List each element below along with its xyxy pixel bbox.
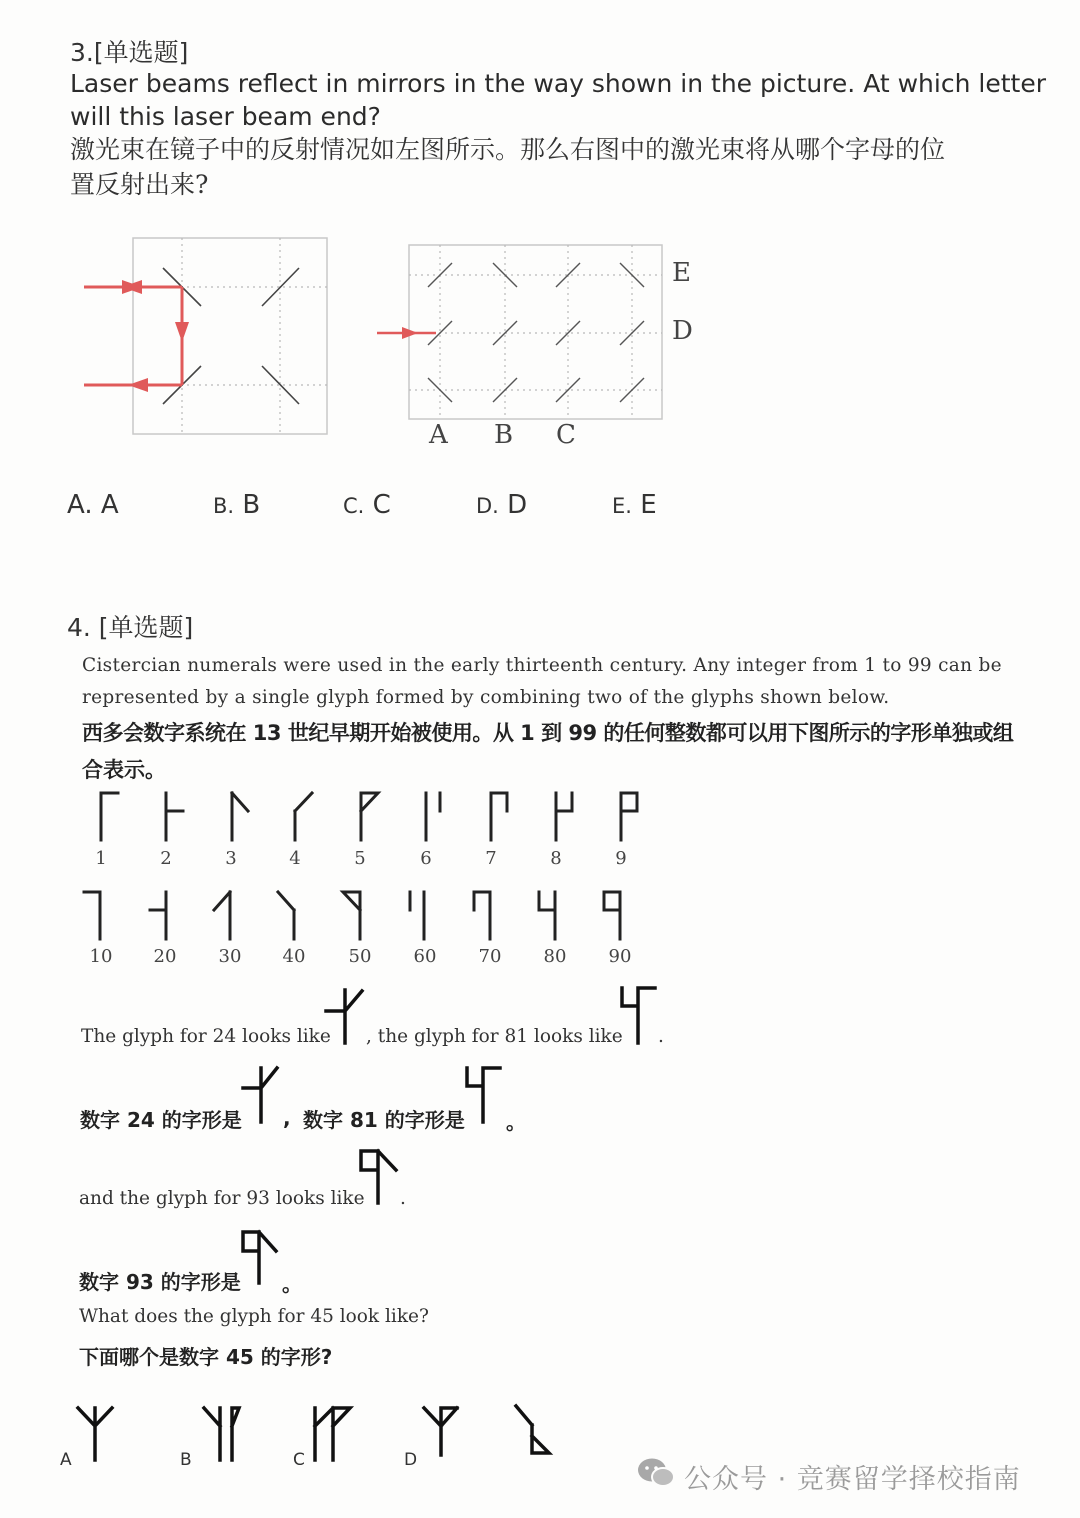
example-24-en-text: The glyph for 24 looks like <box>81 1026 331 1047</box>
example-81-en-text: , the glyph for 81 looks like <box>366 1026 623 1047</box>
option-text: B <box>242 490 261 520</box>
glyph-label-80: 80 <box>543 946 567 967</box>
q3-question-cn-line2: 置反射出来? <box>70 170 209 199</box>
glyph-label-20: 20 <box>153 946 177 967</box>
glyph-label-50: 50 <box>348 946 372 967</box>
glyph-label-40: 40 <box>282 946 306 967</box>
option-letter: B. <box>213 494 235 518</box>
q4-intro-en-line1: Cistercian numerals were used in the early thirteenth century. Any integer from 1 to 99 can be <box>82 655 1002 676</box>
q3-question-cn-line1: 激光束在镜子中的反射情况如左图所示。那么右图中的激光束将从哪个字母的位 <box>70 135 946 164</box>
option-letter: D. <box>476 494 499 518</box>
answer-label-a[interactable]: A <box>60 1450 72 1470</box>
example-81-cn-text: 数字 81 的字形是 <box>303 1108 465 1132</box>
q3-label-c: C <box>556 420 576 450</box>
glyph-label-7: 7 <box>485 848 497 869</box>
glyph-label-8: 8 <box>550 848 562 869</box>
q4-intro-cn-line1: 西多会数字系统在 13 世纪早期开始被使用。从 1 到 99 的任何整数都可以用下图所示的字形单独或组 <box>82 721 1014 745</box>
example-93-en-period: . <box>400 1188 406 1209</box>
glyph-label-60: 60 <box>413 946 437 967</box>
q3-label-a: A <box>429 420 448 450</box>
watermark-text: 公众号 · 竞赛留学择校指南 <box>684 1464 1021 1495</box>
option-text: C <box>372 490 391 520</box>
example-en-period: . <box>658 1026 664 1047</box>
q3-label-b: B <box>494 420 514 450</box>
q3-question-en-line1: Laser beams reflect in mirrors in the way shown in the picture. At which letter <box>70 69 1046 98</box>
q4-intro-en-line2: represented by a single glyph formed by combining two of the glyphs shown below. <box>82 687 890 708</box>
option-letter: E. <box>612 494 632 518</box>
glyph-label-9: 9 <box>615 848 627 869</box>
q4-question-en: What does the glyph for 45 look like? <box>79 1306 429 1327</box>
glyph-label-30: 30 <box>218 946 242 967</box>
glyph-label-10: 10 <box>89 946 113 967</box>
option-text: A <box>100 490 119 520</box>
option-text: D <box>507 490 528 520</box>
q3-question-en-line2: will this laser beam end? <box>70 102 381 131</box>
glyph-label-3: 3 <box>225 848 237 869</box>
example-cn-comma: , <box>283 1106 291 1130</box>
q4-intro-cn-line2: 合表示。 <box>82 758 166 782</box>
example-93-en-text: and the glyph for 93 looks like <box>79 1188 365 1209</box>
q3-label-e: E <box>672 258 691 288</box>
glyph-label-70: 70 <box>478 946 502 967</box>
glyph-label-2: 2 <box>160 848 172 869</box>
glyph-label-90: 90 <box>608 946 632 967</box>
answer-label-b[interactable]: B <box>180 1450 192 1470</box>
q4-header: 4. [单选题] <box>67 613 194 642</box>
answer-label-d[interactable]: D <box>404 1450 418 1470</box>
q4-question-cn: 下面哪个是数字 45 的字形? <box>79 1345 333 1369</box>
option-letter: A. <box>67 490 93 520</box>
q3-label-d: D <box>672 316 693 346</box>
example-93-cn-text: 数字 93 的字形是 <box>79 1270 241 1294</box>
wechat-icon <box>637 1456 677 1490</box>
example-24-cn-text: 数字 24 的字形是 <box>80 1108 242 1132</box>
q3-header: 3.[单选题] <box>70 38 189 67</box>
answer-label-c[interactable]: C <box>293 1450 305 1470</box>
example-93-cn-period: 。 <box>282 1272 302 1296</box>
option-text: E <box>640 490 657 520</box>
glyph-label-1: 1 <box>95 848 107 869</box>
glyph-label-6: 6 <box>420 848 432 869</box>
glyph-label-5: 5 <box>354 848 366 869</box>
glyph-label-4: 4 <box>289 848 301 869</box>
option-letter: C. <box>343 494 365 518</box>
example-cn-period: 。 <box>506 1110 526 1134</box>
